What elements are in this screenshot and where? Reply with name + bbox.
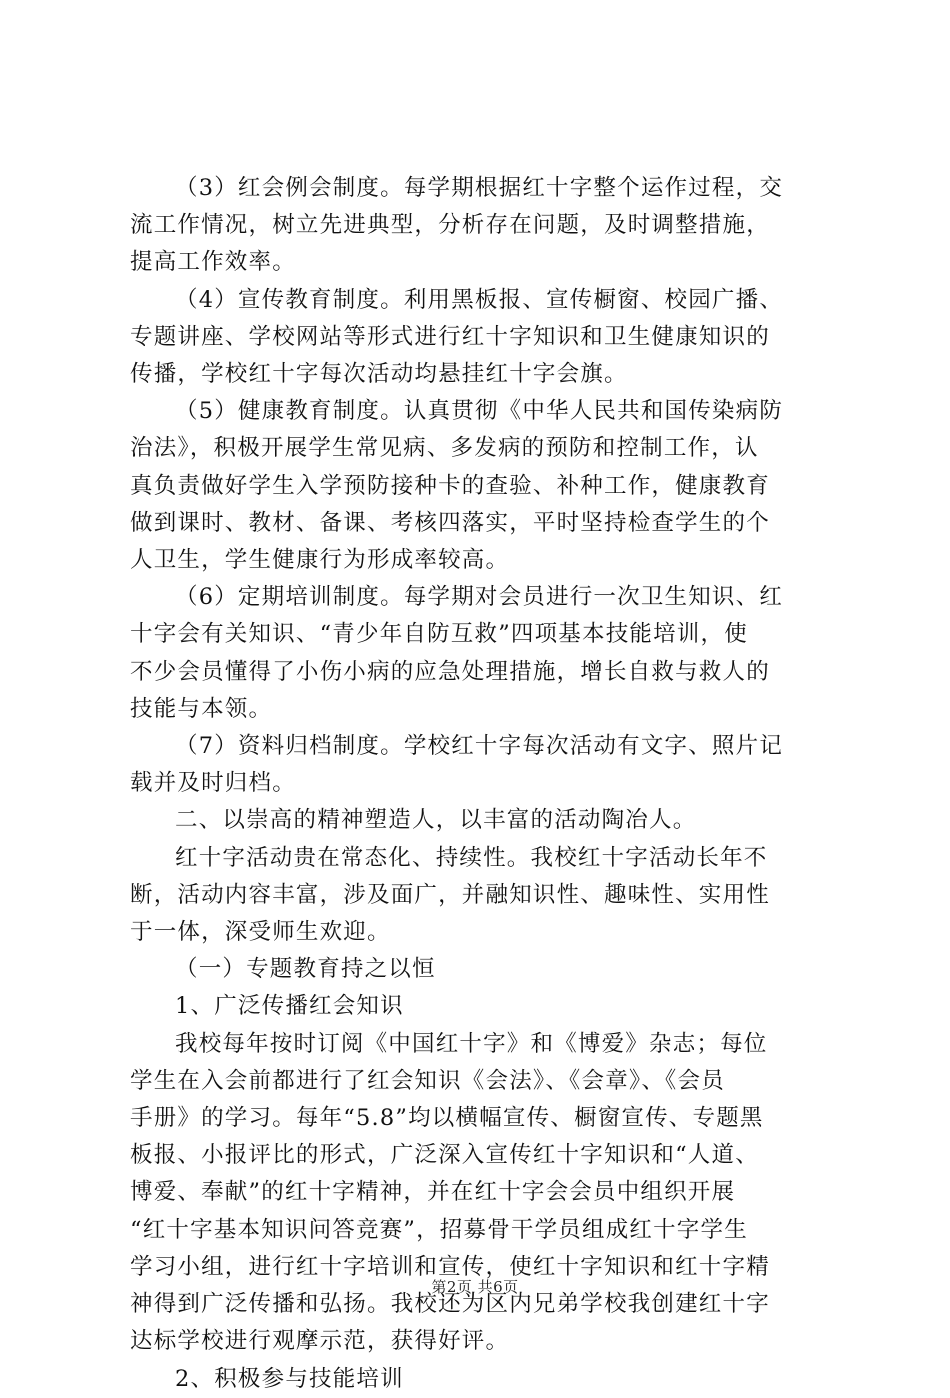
- subsection-heading-one: [130, 951, 830, 988]
- section-heading-two: [130, 802, 830, 839]
- text-line: 不少会员懂得了小伤小病的应急处理措施，增长自救与救人的: [130, 658, 770, 685]
- paragraph-activities-overview: [130, 840, 830, 952]
- text-line: 断，活动内容丰富，涉及面广，并融知识性、趣味性、实用性: [130, 881, 770, 908]
- text-line: 板报、小报评比的形式，广泛深入宣传红十字知识和“人道、: [130, 1142, 759, 1169]
- text-line: 1、广泛传播红会知识: [175, 993, 404, 1020]
- text-line: 我校每年按时订阅《中国红十字》和《博爱》杂志；每位: [175, 1030, 768, 1057]
- paragraph-spread-knowledge: [130, 1026, 830, 1361]
- text-line: （6）定期培训制度。每学期对会员进行一次卫生知识、红: [175, 584, 784, 611]
- text-line: （4）宣传教育制度。利用黑板报、宣传橱窗、校园广播、: [175, 286, 784, 313]
- paragraph-health-education-system: [130, 393, 830, 579]
- text-line: 红十字活动贵在常态化、持续性。我校红十字活动长年不: [175, 844, 768, 871]
- text-line: 做到课时、教材、备课、考核四落实，平时坚持检查学生的个: [130, 509, 770, 536]
- text-line: 神得到广泛传播和弘扬。我校还为区内兄弟学校我创建红十字: [130, 1291, 770, 1318]
- text-line: （7）资料归档制度。学校红十字每次活动有文字、照片记: [175, 733, 784, 760]
- text-line: （一）专题教育持之以恒: [175, 956, 436, 983]
- item-heading-one: [130, 988, 830, 1025]
- text-line: （5）健康教育制度。认真贯彻《中华人民共和国传染病防: [175, 398, 784, 425]
- paragraph-red-cross-meeting-system: [130, 170, 830, 282]
- text-line: 载并及时归档。: [130, 770, 296, 797]
- text-line: 流工作情况，树立先进典型，分析存在问题，及时调整措施，: [130, 212, 770, 239]
- text-line: 技能与本领。: [130, 695, 273, 722]
- text-line: 专题讲座、学校网站等形式进行红十字知识和卫生健康知识的: [130, 323, 770, 350]
- text-line: 达标学校进行观摩示范，获得好评。: [130, 1328, 510, 1355]
- text-line: 人卫生，学生健康行为形成率较高。: [130, 547, 510, 574]
- item-heading-two: [130, 1361, 830, 1398]
- text-line: 十字会有关知识、“青少年自防互救”四项基本技能培训，使: [130, 621, 748, 648]
- text-line: 学习小组，进行红十字培训和宣传，使红十字知识和红十字精: [130, 1253, 770, 1280]
- text-line: 传播，学校红十字每次活动均悬挂红十字会旗。: [130, 361, 628, 388]
- paragraph-publicity-education-system: [130, 282, 830, 394]
- paragraph-regular-training-system: [130, 579, 830, 728]
- document-body: [130, 170, 830, 1398]
- text-line: 学生在入会前都进行了红会知识《会法》、《会章》、《会员: [130, 1067, 725, 1094]
- text-line: 二、以崇高的精神塑造人，以丰富的活动陶冶人。: [175, 807, 697, 834]
- text-line: “红十字基本知识问答竞赛”，招募骨干学员组成红十字学生: [130, 1216, 748, 1243]
- text-line: 手册》的学习。每年“5.8”均以横幅宣传、橱窗宣传、专题黑: [130, 1105, 764, 1132]
- paragraph-archiving-system: [130, 728, 830, 802]
- text-line: 于一体，深受师生欢迎。: [130, 919, 391, 946]
- text-line: 真负责做好学生入学预防接种卡的查验、补种工作，健康教育: [130, 472, 770, 499]
- text-line: 提高工作效率。: [130, 249, 296, 276]
- page-footer: 第2页 共6页: [431, 1278, 519, 1296]
- text-line: 治法》，积极开展学生常见病、多发病的预防和控制工作，认: [130, 435, 759, 462]
- text-line: 博爱、奉献”的红十字精神，并在红十字会会员中组织开展: [130, 1179, 736, 1206]
- text-line: 2、积极参与技能培训: [175, 1365, 404, 1392]
- text-line: （3）红会例会制度。每学期根据红十字整个运作过程，交: [175, 175, 784, 201]
